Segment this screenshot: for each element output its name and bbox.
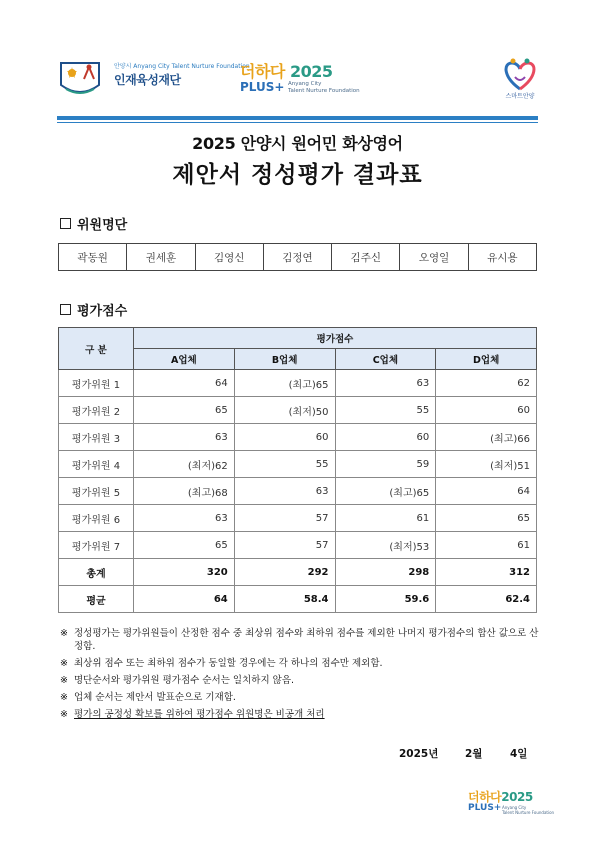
footer-plus: PLUS+ — [468, 803, 502, 813]
slogan-logo — [240, 59, 360, 103]
document-subtitle: 2025 안양시 원어민 화상영어 — [192, 134, 403, 153]
score-cell: 65 — [436, 505, 537, 532]
slogan-plus: PLUS+ — [240, 80, 285, 94]
score-cell: (최저)53 — [335, 532, 436, 559]
row-label: 평균 — [59, 586, 134, 613]
score-cell: 59.6 — [335, 586, 436, 613]
smart-anyang-heart-icon — [495, 57, 545, 93]
row-label: 평가위원 4 — [59, 451, 134, 478]
total-row — [59, 559, 537, 586]
row-label: 평가위원 5 — [59, 478, 134, 505]
score-cell: 292 — [234, 559, 335, 586]
notes — [60, 627, 540, 725]
row-label: 평가위원 3 — [59, 424, 134, 451]
note-mark: ※ — [60, 692, 68, 703]
col-group-label: 구 분 — [59, 328, 134, 370]
table-row — [59, 478, 537, 505]
score-cell: 63 — [134, 424, 235, 451]
score-cell: 60 — [234, 424, 335, 451]
footer-logo — [468, 788, 555, 820]
score-cell: (최고)68 — [134, 478, 235, 505]
header-rule-thin — [57, 122, 538, 123]
score-cell: 57 — [234, 505, 335, 532]
committee-member: 김영신 — [195, 244, 263, 271]
score-cell: 312 — [436, 559, 537, 586]
score-cell: 61 — [436, 532, 537, 559]
scores-body — [59, 370, 537, 613]
score-cell: 55 — [234, 451, 335, 478]
table-row — [59, 451, 537, 478]
score-cell: 62 — [436, 370, 537, 397]
note-text: 최상위 점수 또는 최하위 점수가 동일할 경우에는 각 하나의 점수만 제외함. — [74, 658, 383, 669]
committee-table — [58, 243, 537, 271]
date-day: 4일 — [510, 748, 528, 760]
score-header: 평가점수 — [134, 328, 537, 349]
note-item — [60, 627, 540, 653]
score-cell: (최저)50 — [234, 397, 335, 424]
score-cell: 298 — [335, 559, 436, 586]
company-header: C업체 — [335, 349, 436, 370]
row-label: 평가위원 7 — [59, 532, 134, 559]
row-label: 평가위원 1 — [59, 370, 134, 397]
note-item — [60, 691, 540, 704]
note-mark: ※ — [60, 628, 68, 639]
slogan-word: 더하다 — [240, 62, 285, 81]
score-cell: (최고)65 — [234, 370, 335, 397]
committee-member: 곽동원 — [59, 244, 127, 271]
score-cell: 62.4 — [436, 586, 537, 613]
scores-heading — [60, 300, 127, 319]
score-cell: 64 — [436, 478, 537, 505]
score-cell: 61 — [335, 505, 436, 532]
row-label: 총계 — [59, 559, 134, 586]
score-cell: 59 — [335, 451, 436, 478]
note-item — [60, 708, 540, 721]
checkbox-square-icon — [60, 304, 71, 315]
score-cell: (최고)66 — [436, 424, 537, 451]
score-cell: 63 — [134, 505, 235, 532]
smart-anyang-caption: 스마트안양 — [505, 93, 535, 100]
score-cell: (최저)51 — [436, 451, 537, 478]
average-row — [59, 586, 537, 613]
slogan-year: 2025 — [289, 62, 333, 81]
score-cell: 57 — [234, 532, 335, 559]
committee-member: 김주신 — [332, 244, 400, 271]
note-item — [60, 657, 540, 670]
foundation-logo — [58, 59, 250, 99]
score-cell: 64 — [134, 370, 235, 397]
slogan-title — [240, 59, 332, 82]
committee-member: 오영일 — [400, 244, 468, 271]
company-header: B업체 — [234, 349, 335, 370]
score-cell: 55 — [335, 397, 436, 424]
note-text: 명단순서와 평가위원 평가점수 순서는 일치하지 않음. — [74, 675, 295, 686]
header-rule-thick — [57, 116, 538, 120]
committee-member: 김정연 — [263, 244, 331, 271]
smart-anyang-logo — [495, 57, 545, 103]
note-mark: ※ — [60, 658, 68, 669]
checkbox-square-icon — [60, 218, 71, 229]
scores-heading-text: 평가점수 — [77, 304, 128, 319]
note-mark: ※ — [60, 675, 68, 686]
score-cell: 63 — [335, 370, 436, 397]
committee-heading-text: 위원명단 — [77, 218, 128, 233]
footer-caption: Anyang City Talent Nurture Foundation — [502, 805, 555, 815]
table-row — [59, 397, 537, 424]
footer-year: 2025 — [501, 790, 533, 804]
foundation-emblem-icon — [58, 59, 102, 99]
company-header: D업체 — [436, 349, 537, 370]
note-text: 평가의 공정성 확보를 위하여 평가점수 위원명은 비공개 처리 — [74, 709, 325, 720]
note-text: 업체 순서는 제안서 발표순으로 기재함. — [74, 692, 236, 703]
score-cell: 58.4 — [234, 586, 335, 613]
score-cell: 60 — [436, 397, 537, 424]
slogan-caption: Anyang City Talent Nurture Foundation — [288, 81, 360, 94]
date-month: 2월 — [465, 748, 483, 760]
document-title: 제안서 정성평가 결과표 — [172, 162, 423, 188]
table-row — [59, 505, 537, 532]
note-text: 정성평가는 평가위원들이 산정한 점수 중 최상위 점수와 최하위 점수를 제외한 나머지 평가점수의 합산 값으로 산정함. — [74, 628, 539, 652]
score-cell: 65 — [134, 397, 235, 424]
foundation-small-text: 안양시 Anyang City Talent Nurture Foundation — [114, 63, 250, 70]
score-cell: 65 — [134, 532, 235, 559]
score-cell: 64 — [134, 586, 235, 613]
score-cell: (최저)62 — [134, 451, 235, 478]
score-cell: 63 — [234, 478, 335, 505]
table-row — [59, 532, 537, 559]
foundation-name: 인재육성재단 — [114, 73, 181, 87]
table-row — [59, 370, 537, 397]
note-mark: ※ — [60, 709, 68, 720]
note-item — [60, 674, 540, 687]
score-cell: 60 — [335, 424, 436, 451]
header-logos — [0, 55, 595, 105]
score-cell: (최고)65 — [335, 478, 436, 505]
company-header: A업체 — [134, 349, 235, 370]
date-year: 2025년 — [399, 748, 439, 760]
committee-heading — [60, 214, 127, 233]
row-label: 평가위원 2 — [59, 397, 134, 424]
committee-row — [59, 244, 537, 271]
scores-header-row — [59, 328, 537, 349]
committee-member: 유시용 — [468, 244, 536, 271]
row-label: 평가위원 6 — [59, 505, 134, 532]
table-row — [59, 424, 537, 451]
score-cell: 320 — [134, 559, 235, 586]
scores-table — [58, 327, 537, 613]
committee-member: 권세훈 — [127, 244, 195, 271]
footer-word: 더하다 — [468, 790, 502, 804]
